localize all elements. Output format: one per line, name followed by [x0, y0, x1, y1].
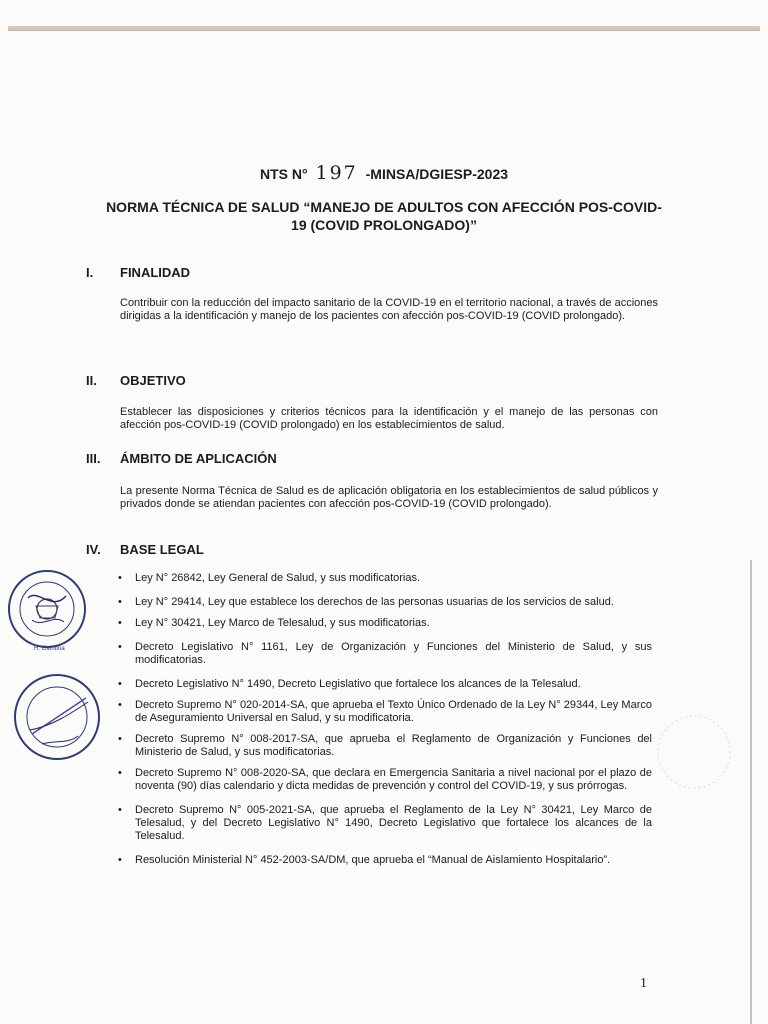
- legal-item: • Ley N° 29414, Ley que establece los derechos de las personas usuarias de los servicios de salud.: [116, 596, 652, 609]
- legal-item: • Ley N° 30421, Ley Marco de Telesalud, y sus modificatorias.: [116, 617, 652, 630]
- section-heading-finalidad: [86, 265, 190, 280]
- faint-embossed-stamp: [654, 712, 734, 792]
- section-title: BASE LEGAL: [120, 542, 204, 557]
- section-title: ÁMBITO DE APLICACIÓN: [120, 451, 277, 466]
- section-heading-ambito: [86, 451, 277, 466]
- legal-item: • Decreto Supremo N° 005-2021-SA, que aprueba el Reglamento de la Ley N° 30421, Ley Marco de Telesalud, y del Decreto Legislativo N° 1490, Decreto Legislativo que fortalece los alcances de la Telesalud.: [116, 804, 652, 843]
- page-number: 1: [640, 976, 647, 991]
- ambito-paragraph: La presente Norma Técnica de Salud es de aplicación obligatoria en los establecimientos de salud públicos y privados donde se atiendan pacientes con afección pos-COVID-19 (COVID prolongado).: [120, 485, 658, 510]
- section-title: FINALIDAD: [120, 265, 191, 280]
- base-legal-list: [116, 572, 652, 875]
- section-number: III.: [86, 451, 101, 466]
- stamp-signature-name: H. Gamboa: [34, 646, 65, 652]
- legal-item: • Decreto Supremo N° 020-2014-SA, que aprueba el Texto Único Ordenado de la Ley N° 29344, Ley Marco de Aseguramiento Universal en Salud, y su modificatoria.: [116, 699, 652, 725]
- section-number: II.: [86, 373, 97, 388]
- section-number: I.: [86, 265, 94, 280]
- handwritten-number: 197: [315, 162, 358, 184]
- code-prefix: NTS N°: [259, 166, 308, 182]
- legal-item: • Resolución Ministerial N° 452-2003-SA/DM, que aprueba el “Manual de Aislamiento Hospitalario”.: [116, 854, 652, 867]
- section-title: OBJETIVO: [120, 373, 186, 388]
- section-heading-base-legal: [86, 542, 204, 557]
- legal-item: • Decreto Supremo N° 008-2017-SA, que aprueba el Reglamento de Organización y Funciones del Ministerio de Salud, y sus modificatorias.: [116, 733, 652, 759]
- right-margin-line: [750, 560, 752, 1024]
- document-code: [0, 162, 768, 184]
- finalidad-paragraph: Contribuir con la reducción del impacto sanitario de la COVID-19 en el territorio nacional, a través de acciones dirigidas a la identificación y manejo de los pacientes con afección pos-COVID-19 (COVID prolongado).: [120, 297, 658, 322]
- document-title: NORMA TÉCNICA DE SALUD “MANEJO DE ADULTOS CON AFECCIÓN POS-COVID-19 (COVID PROLONGADO)”: [106, 199, 662, 233]
- code-suffix: -MINSA/DGIESP-2023: [365, 166, 509, 182]
- section-heading-objetivo: [86, 373, 186, 388]
- section-number: IV.: [86, 542, 101, 557]
- office-seal-stamp: [12, 672, 102, 762]
- objetivo-paragraph: Establecer las disposiciones y criterios técnicos para la identificación y el manejo de las personas con afección pos-COVID-19 (COVID prolongado) en los establecimientos de salud.: [120, 406, 658, 431]
- top-decorative-stripe: [8, 26, 760, 31]
- legal-item: • Decreto Legislativo N° 1490, Decreto Legislativo que fortalece los alcances de la Telesalud.: [116, 678, 652, 691]
- legal-item: • Decreto Legislativo N° 1161, Ley de Organización y Funciones del Ministerio de Salud, y sus modificatorias.: [116, 641, 652, 667]
- ministry-seal-stamp: [6, 568, 88, 650]
- legal-item: • Ley N° 26842, Ley General de Salud, y sus modificatorias.: [116, 572, 652, 585]
- legal-item: • Decreto Supremo N° 008-2020-SA, que declara en Emergencia Sanitaria a nivel nacional por el plazo de noventa (90) días calendario y dicta medidas de prevención y control del COVID-19, y sus prórrogas.: [116, 767, 652, 793]
